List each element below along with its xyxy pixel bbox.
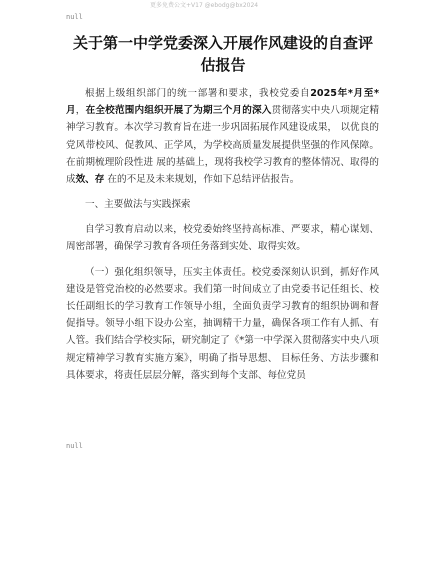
watermark-text: 更多免费公文+V17 @ebodg@bx2024: [150, 2, 259, 9]
intro-text-1: 根据上级组织部门的统一部署和要求，我校党委自: [85, 88, 311, 99]
intro-duration: 为期三个月的深入: [193, 105, 272, 117]
intro-emphasis: 效、存: [75, 174, 105, 186]
section-heading-1: 一、主要做法与实践探索: [85, 199, 191, 211]
intro-text-2: ，: [75, 105, 86, 117]
intro-date-range: 2025年*月至*月: [66, 88, 379, 117]
paragraph-2: 自学习教育启动以来，校党委始终坚持高标准、严要求，精心谋划、周密部署，确保学习教育各项任务落到实处、取得实效。: [66, 224, 379, 253]
intro-scope: 在全校范围内组织开展了: [85, 105, 194, 117]
header-mark: null: [66, 13, 83, 21]
intro-text-3: 贯彻落实中央八项规定精神学习教育。本次学习教育旨在进一步巩固拓展作风建设成果， 以优良的党风带校风、促教风、正学风，为学校高质量发展提供坚强的作风保障。在前期梳理阶段性进 展的基础上，现将我校学习教育的整体情况、取得的成: [66, 105, 380, 186]
document-title: 关于第一中学党委深入开展作风建设的自查评估报告: [72, 34, 373, 74]
intro-text-4: 在的不足及未来规划，作如下总结评估报告。: [104, 174, 300, 186]
paragraph-3: （一）强化组织领导，压实主体责任。校党委深刻认识到，抓好作风建设是管党治校的必然要求。我们第一时间成立了由党委书记任组长、校长任副组长的学习教育工作领导小组，全面负责学习教育的组织协调和督促指导。领导小组下设办公室，抽调精干力量，确保各项工作有人抓、有人管。我们结合学校实际，研究制定了《*第一中学深入贯彻落实中央八项规定精神学习教育实施方案》，明确了指导思想、 目标任务、方法步骤和具体要求，将责任层层分解，落实到每个支部、每位党员: [66, 266, 379, 381]
document-body: [66, 85, 379, 392]
intro-paragraph: [66, 85, 379, 188]
footer-mark: null: [66, 442, 83, 450]
